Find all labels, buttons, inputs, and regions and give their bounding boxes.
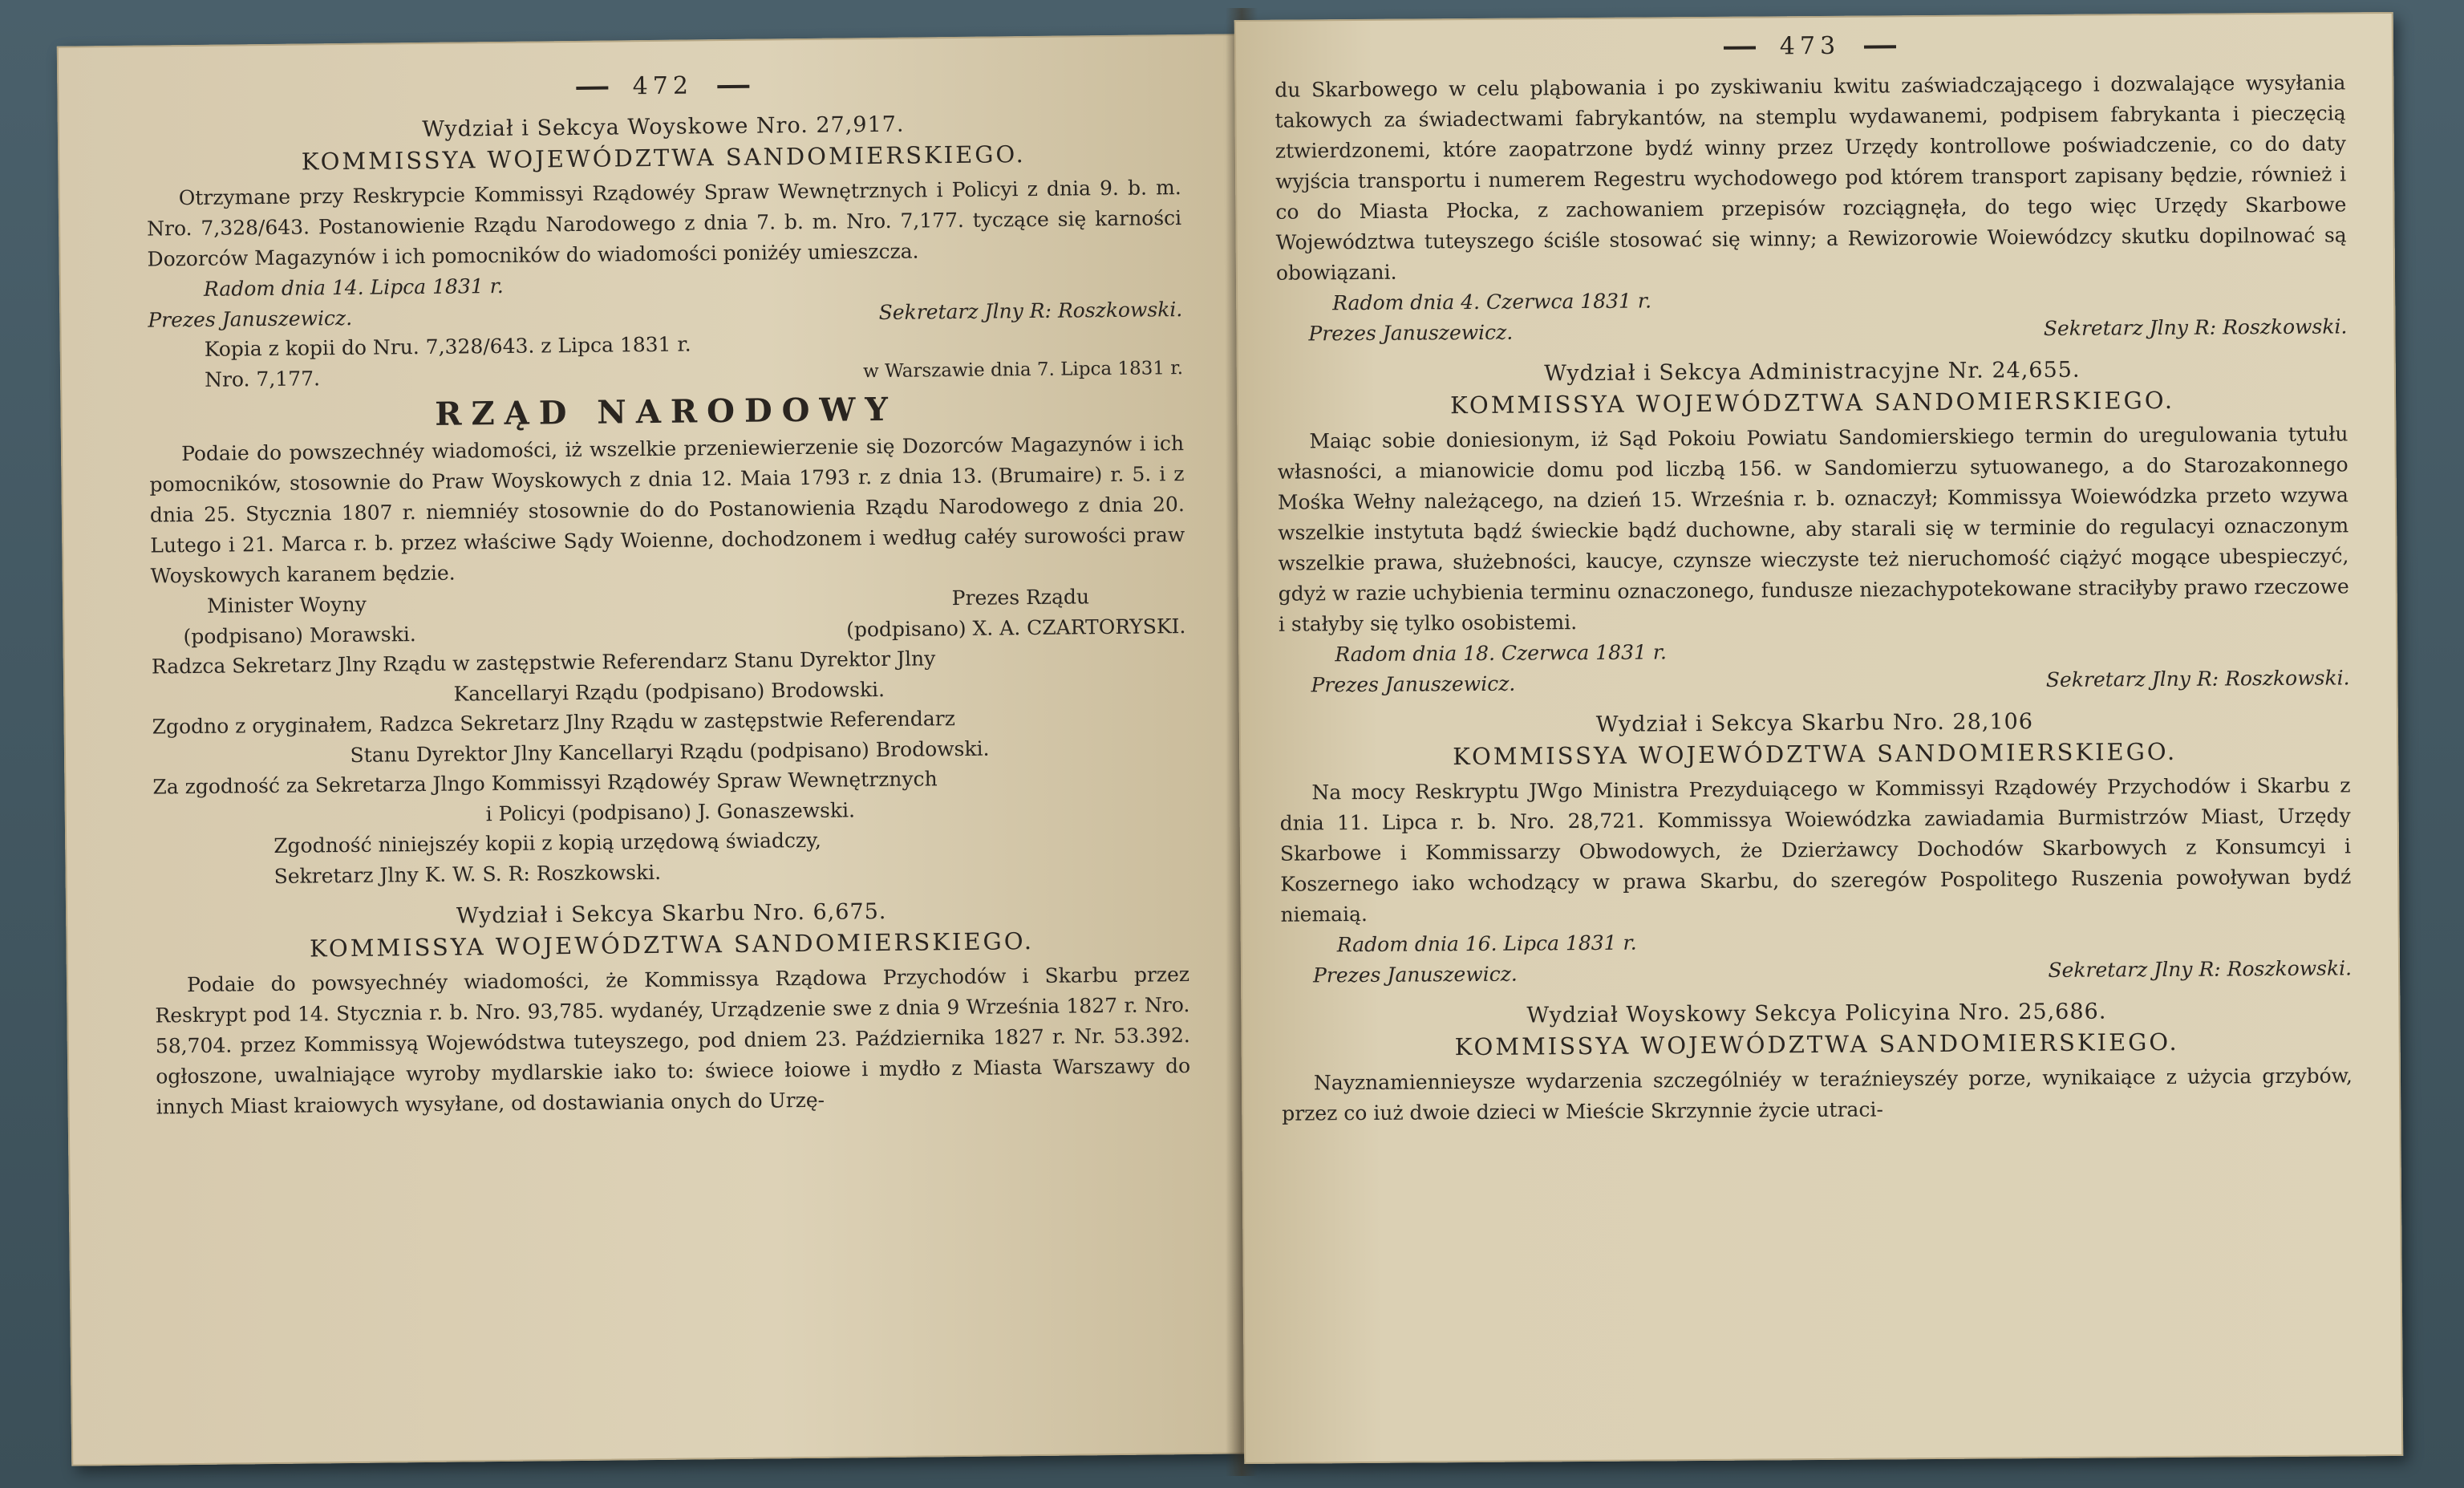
signature-titles: Minister Woyny Prezes Rządu bbox=[206, 585, 1090, 618]
sekretarz-line: Sekretarz Jlny K. W. S. R: Roszkowski. bbox=[274, 860, 662, 888]
radca-line: Kancellaryi Rządu (podpisano) Brodowski. bbox=[453, 677, 886, 706]
paragraph: Nayznamiennieysze wydarzenia szczególniéy w teraźnieyszéy porze, wynikaiące z użycia grzybów, przez co iuż dwoie dzieci w Mieście Skrzynnie życie utraci- bbox=[1282, 1064, 2353, 1125]
right-page-content bbox=[1275, 28, 2355, 1431]
place-date: Radom dnia 4. Czerwca 1831 r. bbox=[1332, 289, 1652, 315]
signature-row: Prezes Januszewicz. Sekretarz Jlny R: Roszkowski. bbox=[1308, 314, 2348, 345]
place-date: Radom dnia 16. Lipca 1831 r. bbox=[1336, 931, 1637, 957]
left-page-content bbox=[145, 67, 1194, 1433]
section-line: Wydział i Sekcya Skarbu Nro. 6,675. bbox=[456, 898, 887, 929]
paragraph: du Skarbowego w celu pląbowania i po zyskiwaniu kwitu zaświadczającego i dozwalające wysyłania takowych za świadectwami fabrykantów, na stemplu wydawanemi, podpisem fabrykanta i pieczęcią ztwierdzonemi, które zaopatrzone bydź winny przez Urzędy kontrollowe poświadczenie, co do daty wyjścia transportu i numerem Regestru wychodowego pod którem transport zapisany będzie, również i co do Miasta Płocka, z zachowaniem przepisów rozciągnęła, do tego więc Urzędy Skarbowe Województwa tuteyszego ściśle stosować się winny; a Rewizorowie Woiewódzcy skutku dopilnować są obowiązani. bbox=[1275, 71, 2347, 285]
page-number-left: 472 bbox=[145, 67, 1180, 106]
section-line: Wydział i Sekcya Skarbu Nro. 28,106 bbox=[1595, 709, 2034, 737]
paragraph: Podaie do powszechnéy wiadomości, iż wszelkie przeniewierzenie się Dozorców Magazynów i ich pomocników, stosownie do Praw Woyskowych z dnia 12. Maia 1793 r. z dnia 13. (Brumaire) r. 5. i z dnia 25. Stycznia 1807 r. niemniéy stosownie do do Postanowienia Rządu Narodowego z dnia 20. Lutego i 21. Marca r. b. przez właściwe Sądy Woienne, dochodzonem i według całéy surowości praw Woyskowych karanem będzie. bbox=[149, 432, 1185, 588]
signature-names: (podpisano) Morawski. (podpisano) X. A. CZARTORYSKI. bbox=[183, 614, 1186, 648]
left-page bbox=[57, 34, 1250, 1466]
right-page bbox=[1234, 12, 2404, 1464]
section-line: Wydział Woyskowy Sekcya Policyina Nro. 25,686. bbox=[1526, 999, 2107, 1028]
section-line: Wydział i Sekcya Administracyjne Nr. 24,655. bbox=[1544, 357, 2081, 387]
place-date: Radom dnia 18. Czerwca 1831 r. bbox=[1335, 640, 1668, 667]
radca-line: Radzca Sekretarz Jlny Rządu w zastępstwie Referendarz Stanu Dyrektor Jlny bbox=[151, 647, 936, 679]
heading: KOMMISSYA WOJEWÓDZTWA SANDOMIERSKIEGO. bbox=[301, 140, 1026, 176]
za-zgodnosc-line: i Policyi (podpisano) J. Gonaszewski. bbox=[485, 797, 856, 825]
zgodnosc-line: Zgodność niniejszéy kopii z kopią urzędową świadczy, bbox=[274, 828, 821, 858]
page-number-right: 473 bbox=[1275, 28, 2345, 63]
paragraph: Maiąc sobie doniesionym, iż Sąd Pokoiu Powiatu Sandomierskiego termin do uregulowania tytułu własności, a mianowicie domu pod liczbą 156. w Sandomierzu sytuowanego, a do Starozakonnego Mośka Wełny należącego, na dzień 15. Września r. b. oznaczył; Kommissya Woiewódzka przeto wzywa wszelkie instytuta bądź świeckie bądź duchowne, aby starali się w terminie do regulacyi oznaczonym wszelkie prawa, służebności, kaucye, czynsze wieczyste też nieruchomość ciążyć mogące ubespieczyć, gdyż w razie uchybienia terminu oznaczonego, fundusze niezachypotekowane straciłyby prawo rzeczowe i stałyby się tylko osobistemi. bbox=[1277, 422, 2349, 636]
paragraph: Podaie do powsyechnéy wiadomości, że Kommissya Rządowa Przychodów i Skarbu przez Reskrypt pod 14. Stycznia r. b. Nro. 93,785. wydanéy, Urządzenie swe z dnia 9 Września 1827 r. Nro. 58,704. przez Kommissyą Wojewódstwa tuteyszego, pod dniem 23. Października 1827 r. Nr. 53.392. ogłoszone, uwalniające wyroby mydlarskie iako to: świece łoiowe i mydło z Miasta Warszawy do innych Miast kraiowych wysyłane, od dostawiania onych do Urzę- bbox=[155, 963, 1191, 1119]
copy-line: Kopia z kopii do Nru. 7,328/643. z Lipca 1831 r. bbox=[204, 332, 691, 361]
place-date: Radom dnia 14. Lipca 1831 r. bbox=[203, 274, 504, 301]
paragraph: Otrzymane przy Reskrypcie Kommissyi Rządowéy Spraw Wewnętrznych i Policyi z dnia 9. b. m. Nro. 7,328/643. Postanowienie Rządu Narodowego z dnia 7. b. m. Nro. 7,177. tyczące się karności Dozorców Magazynów i ich pomocników do wiadomości poniżéy umieszcza. bbox=[147, 176, 1182, 271]
heading: KOMMISSYA WOJEWÓDZTWA SANDOMIERSKIEGO. bbox=[309, 927, 1035, 963]
nro-row: Nro. 7,177. w Warszawie dnia 7. Lipca 1831 r. bbox=[204, 357, 1184, 391]
heading: KOMMISSYA WOJEWÓDZTWA SANDOMIERSKIEGO. bbox=[1453, 737, 2178, 771]
signature-row: Prezes Januszewicz. Sekretarz Jlny R: Roszkowski. bbox=[148, 297, 1183, 332]
section-line: Wydział i Sekcya Woyskowe Nro. 27,917. bbox=[422, 111, 905, 142]
heading: KOMMISSYA WOJEWÓDZTWA SANDOMIERSKIEGO. bbox=[1454, 1028, 2179, 1061]
signature-row: Prezes Januszewicz. Sekretarz Jlny R: Roszkowski. bbox=[1311, 665, 2350, 696]
paragraph: Na mocy Reskryptu JWgo Ministra Prezyduiącego w Kommissyi Rządowéy Przychodów i Skarbu z dnia 11. Lipca r. b. Nro. 28,721. Kommissya Woiewódzka zawiadamia Burmistrzów Miast, Urzędy Skarbowe i Kommissarzy Obwodowych, że Dzierżawcy Dochodów Skarbowych z Konsumcyi i Koszernego iako wchodzący w prawa Skarbu, do szeregów Pospolitego Ruszenia powoływan bydź niemaią. bbox=[1279, 773, 2352, 926]
zgodno-line: Stanu Dyrektor Jlny Kancellaryi Rządu (podpisano) Brodowski. bbox=[350, 736, 990, 767]
heading: KOMMISSYA WOJEWÓDZTWA SANDOMIERSKIEGO. bbox=[1449, 386, 2175, 420]
zgodno-line: Zgodno z oryginałem, Radzca Sekretarz Jlny Rządu w zastępstwie Referendarz bbox=[152, 707, 955, 739]
signature-row: Prezes Januszewicz. Sekretarz Jlny R: Roszkowski. bbox=[1312, 955, 2353, 987]
rzad-heading: RZĄD NARODOWY bbox=[434, 390, 898, 433]
za-zgodnosc-line: Za zgodność za Sekretarza Jlngo Kommissyi Rządowéy Spraw Wewnętrznych bbox=[152, 767, 938, 799]
